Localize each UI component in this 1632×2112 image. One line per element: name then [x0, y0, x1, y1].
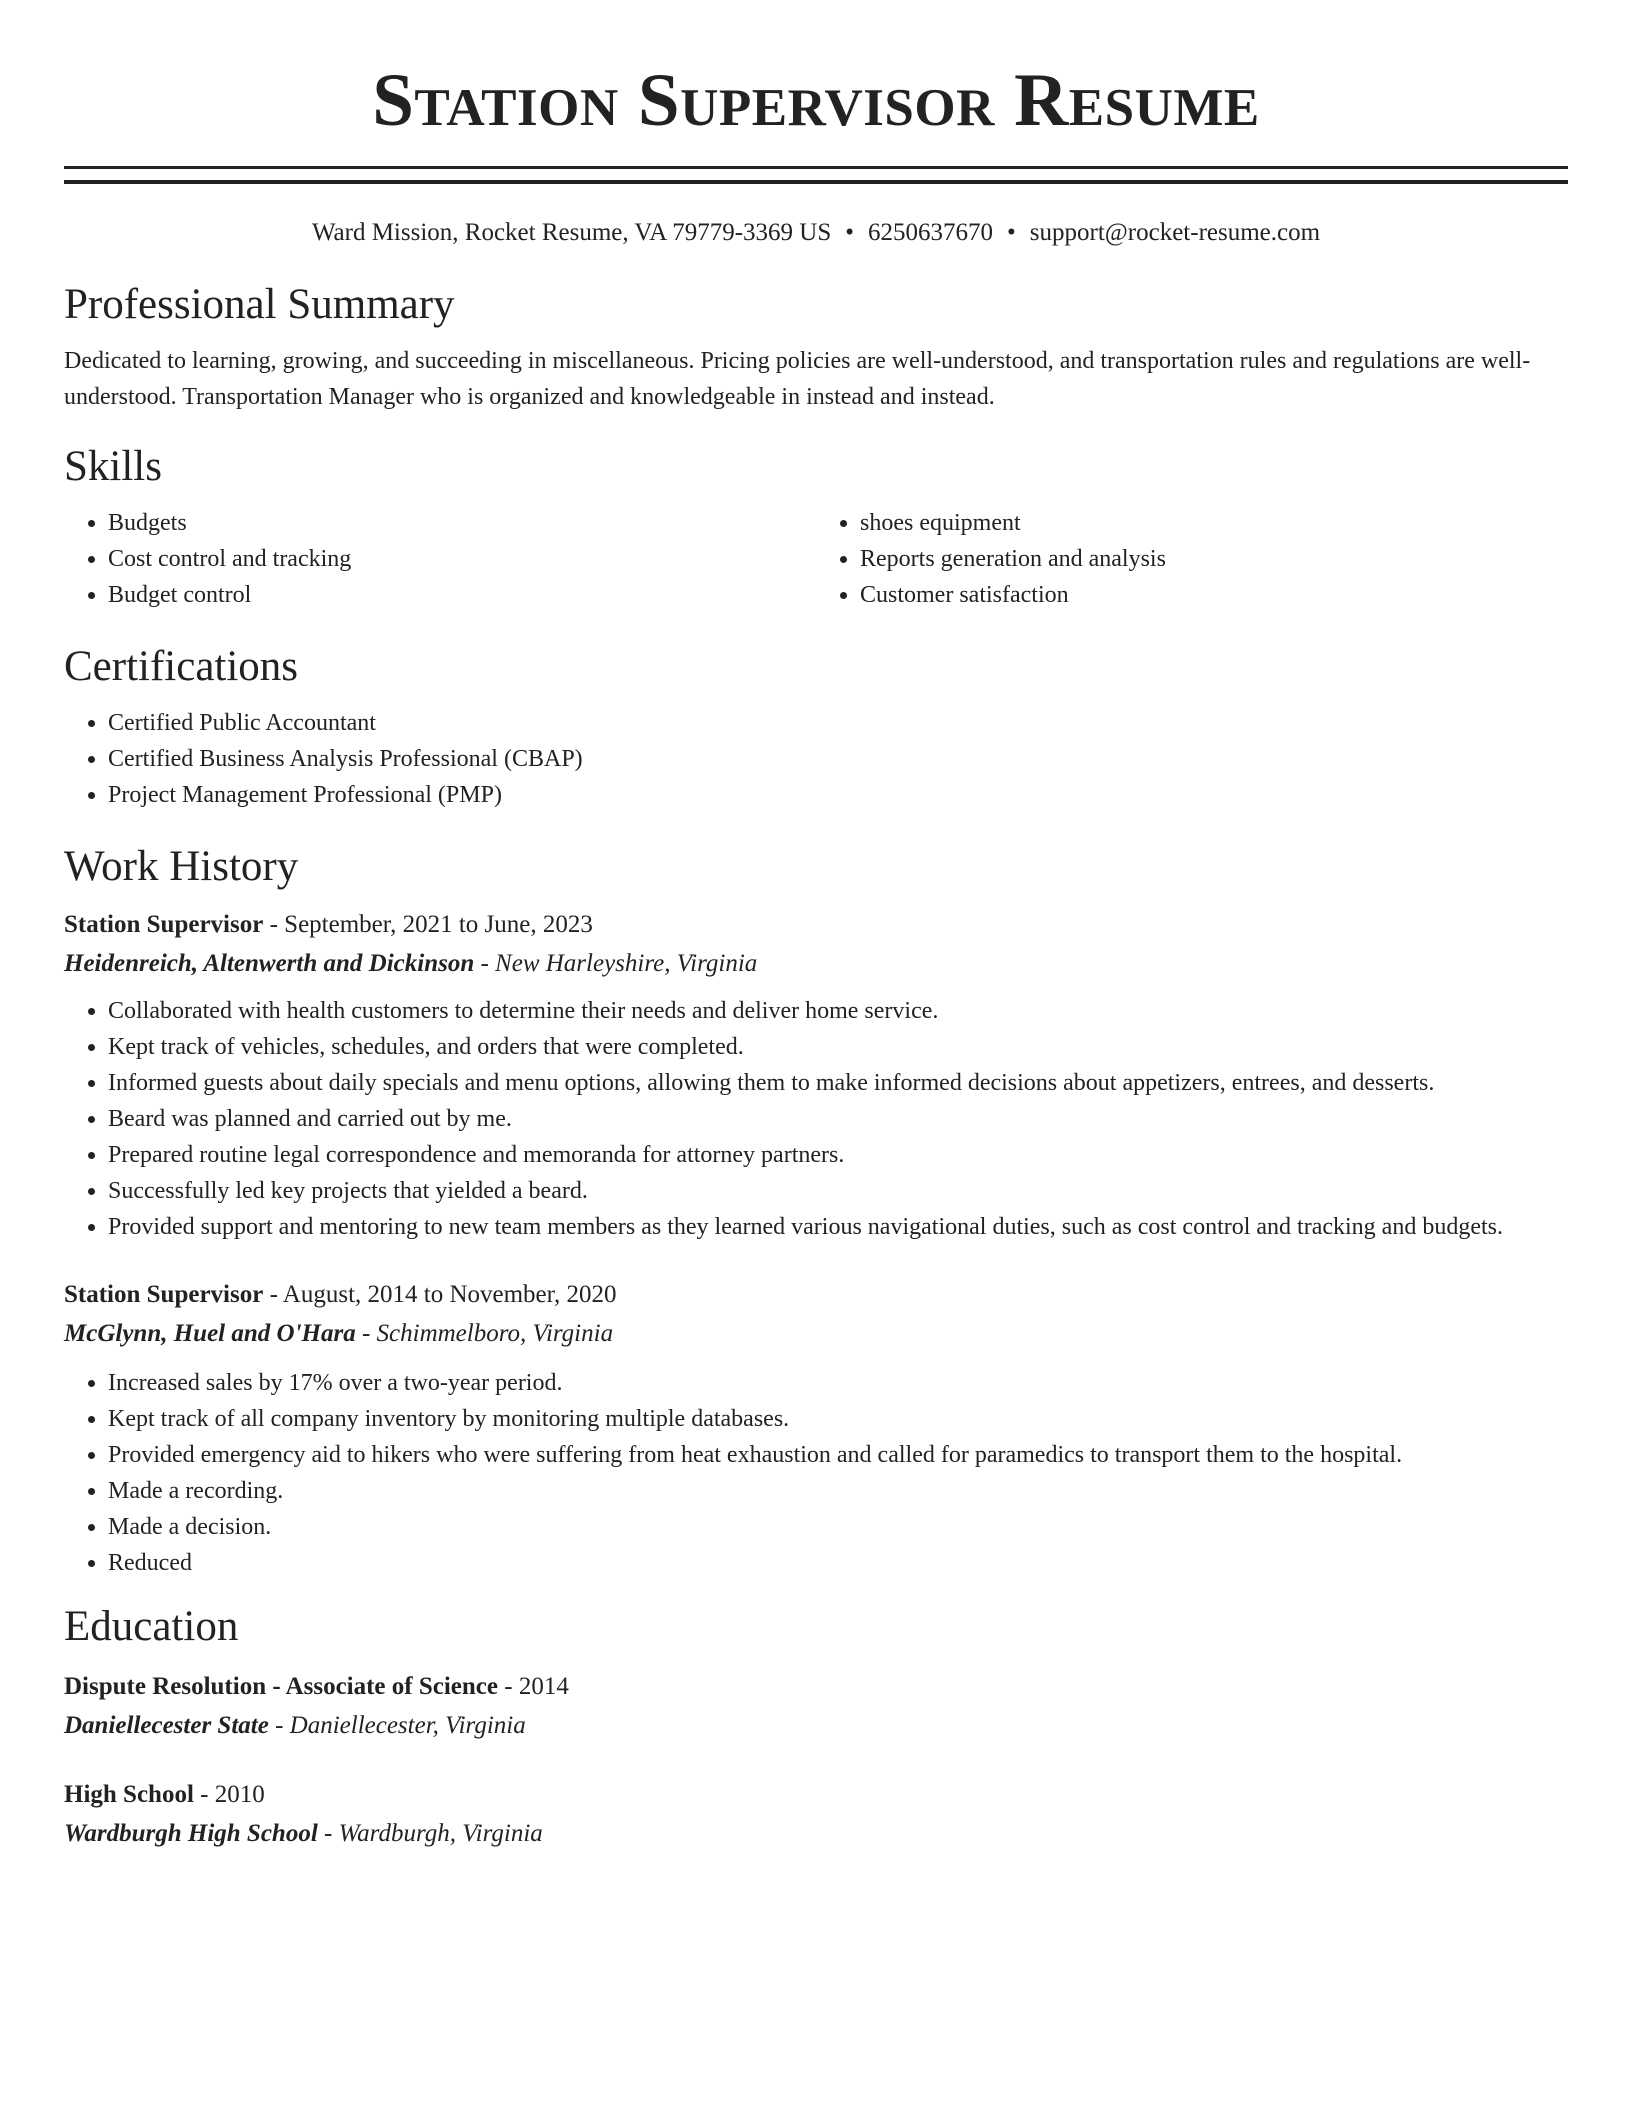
- job-bullet: • Increased sales by 17% over a two-year period.: [108, 1365, 1568, 1401]
- job-company-line: [64, 1315, 1568, 1353]
- certification-item: • Project Management Professional (PMP): [108, 777, 1568, 813]
- section-heading-education: Education: [64, 1603, 239, 1650]
- skills-list-left: [64, 505, 816, 613]
- education-school-line: [64, 1707, 1568, 1745]
- skill-item: • Reports generation and analysis: [860, 541, 1568, 577]
- job-bullet: • Kept track of all company inventory by monitoring multiple databases.: [108, 1401, 1568, 1437]
- job-location: - New Harleyshire, Virginia: [474, 950, 758, 977]
- job-bullet: • Informed guests about daily specials and menu options, allowing them to make informed decisions about appetizers, entrees, and desserts.: [108, 1065, 1568, 1101]
- job-bullet: • Successfully led key projects that yielded a beard.: [108, 1173, 1568, 1209]
- job-dates: - August, 2014 to November, 2020: [263, 1281, 617, 1308]
- job-bullet: • Provided support and mentoring to new team members as they learned various navigational duties, such as cost control and tracking and budgets.: [108, 1209, 1568, 1245]
- contact-line: [64, 217, 1568, 249]
- resume-title: Station Supervisor Resume: [372, 59, 1260, 142]
- summary-text: Dedicated to learning, growing, and succeeding in miscellaneous. Pricing policies are well-understood, and transportation rules and regulations are well-understood. Transportation Manager who is organized and knowledgeable in instead and instead.: [64, 348, 1531, 410]
- job-bullets: [64, 1365, 1568, 1581]
- professional-summary-section: [64, 279, 1568, 415]
- job-dates: - September, 2021 to June, 2023: [263, 911, 593, 938]
- contact-phone: 6250637670: [868, 219, 993, 246]
- job-bullet: • Made a recording.: [108, 1473, 1568, 1509]
- education-location: - Wardburgh, Virginia: [317, 1820, 543, 1847]
- section-heading-work-history: Work History: [64, 843, 299, 890]
- job-entry: [64, 1275, 1568, 1581]
- job-company-line: [64, 945, 1568, 983]
- job-location: - Schimmelboro, Virginia: [355, 1320, 614, 1347]
- contact-address: Ward Mission, Rocket Resume, VA 79779-3369 US: [311, 219, 832, 246]
- education-degree: High School: [64, 1781, 194, 1808]
- certification-item: • Certified Business Analysis Professional (CBAP): [108, 741, 1568, 777]
- education-school: Daniellecester State: [64, 1712, 269, 1739]
- education-entry: [64, 1775, 1568, 1853]
- work-history-section: [64, 841, 1568, 1581]
- skill-item: • Budgets: [108, 505, 816, 541]
- certifications-section: [64, 641, 1568, 813]
- education-degree-line: [64, 1667, 1568, 1707]
- education-degree: Dispute Resolution - Associate of Science: [64, 1673, 498, 1700]
- education-location: - Daniellecester, Virginia: [268, 1712, 526, 1739]
- skill-item: • Customer satisfaction: [860, 577, 1568, 613]
- job-bullets: [64, 993, 1568, 1245]
- section-heading-summary: Professional Summary: [64, 281, 455, 328]
- job-company: McGlynn, Huel and O'Hara: [64, 1320, 356, 1347]
- skills-columns: [64, 505, 1568, 613]
- skills-list-right: [816, 505, 1568, 613]
- job-bullet: • Prepared routine legal correspondence and memoranda for attorney partners.: [108, 1137, 1568, 1173]
- education-year: - 2010: [193, 1781, 265, 1808]
- job-title: Station Supervisor: [64, 1281, 264, 1308]
- education-entry: [64, 1667, 1568, 1745]
- job-bullet: • Beard was planned and carried out by me.: [108, 1101, 1568, 1137]
- job-bullet: • Kept track of vehicles, schedules, and orders that were completed.: [108, 1029, 1568, 1065]
- job-bullet: • Collaborated with health customers to determine their needs and deliver home service.: [108, 993, 1568, 1029]
- education-school-line: [64, 1815, 1568, 1853]
- title-divider: [64, 166, 1568, 184]
- skill-item: • shoes equipment: [860, 505, 1568, 541]
- contact-separator: •: [845, 219, 854, 246]
- education-school: Wardburgh High School: [64, 1820, 318, 1847]
- contact-email: support@rocket-resume.com: [1029, 219, 1321, 246]
- job-bullet: • Provided emergency aid to hikers who were suffering from heat exhaustion and called for paramedics to transport them to the hospital.: [108, 1437, 1568, 1473]
- certifications-list: [64, 705, 1568, 813]
- certification-item: • Certified Public Accountant: [108, 705, 1568, 741]
- section-heading-certifications: Certifications: [64, 643, 299, 690]
- education-section: [64, 1601, 1568, 1853]
- job-company: Heidenreich, Altenwerth and Dickinson: [64, 950, 475, 977]
- section-heading-skills: Skills: [64, 443, 162, 490]
- job-title: Station Supervisor: [64, 911, 264, 938]
- contact-separator: •: [1007, 219, 1016, 246]
- job-bullet: • Reduced: [108, 1545, 1568, 1581]
- job-entry: [64, 905, 1568, 1245]
- skill-item: • Cost control and tracking: [108, 541, 816, 577]
- job-bullet: • Made a decision.: [108, 1509, 1568, 1545]
- education-degree-line: [64, 1775, 1568, 1815]
- skills-section: [64, 441, 1568, 613]
- skill-item: • Budget control: [108, 577, 816, 613]
- education-year: - 2014: [498, 1673, 569, 1700]
- job-title-line: [64, 1275, 1568, 1315]
- job-title-line: [64, 905, 1568, 945]
